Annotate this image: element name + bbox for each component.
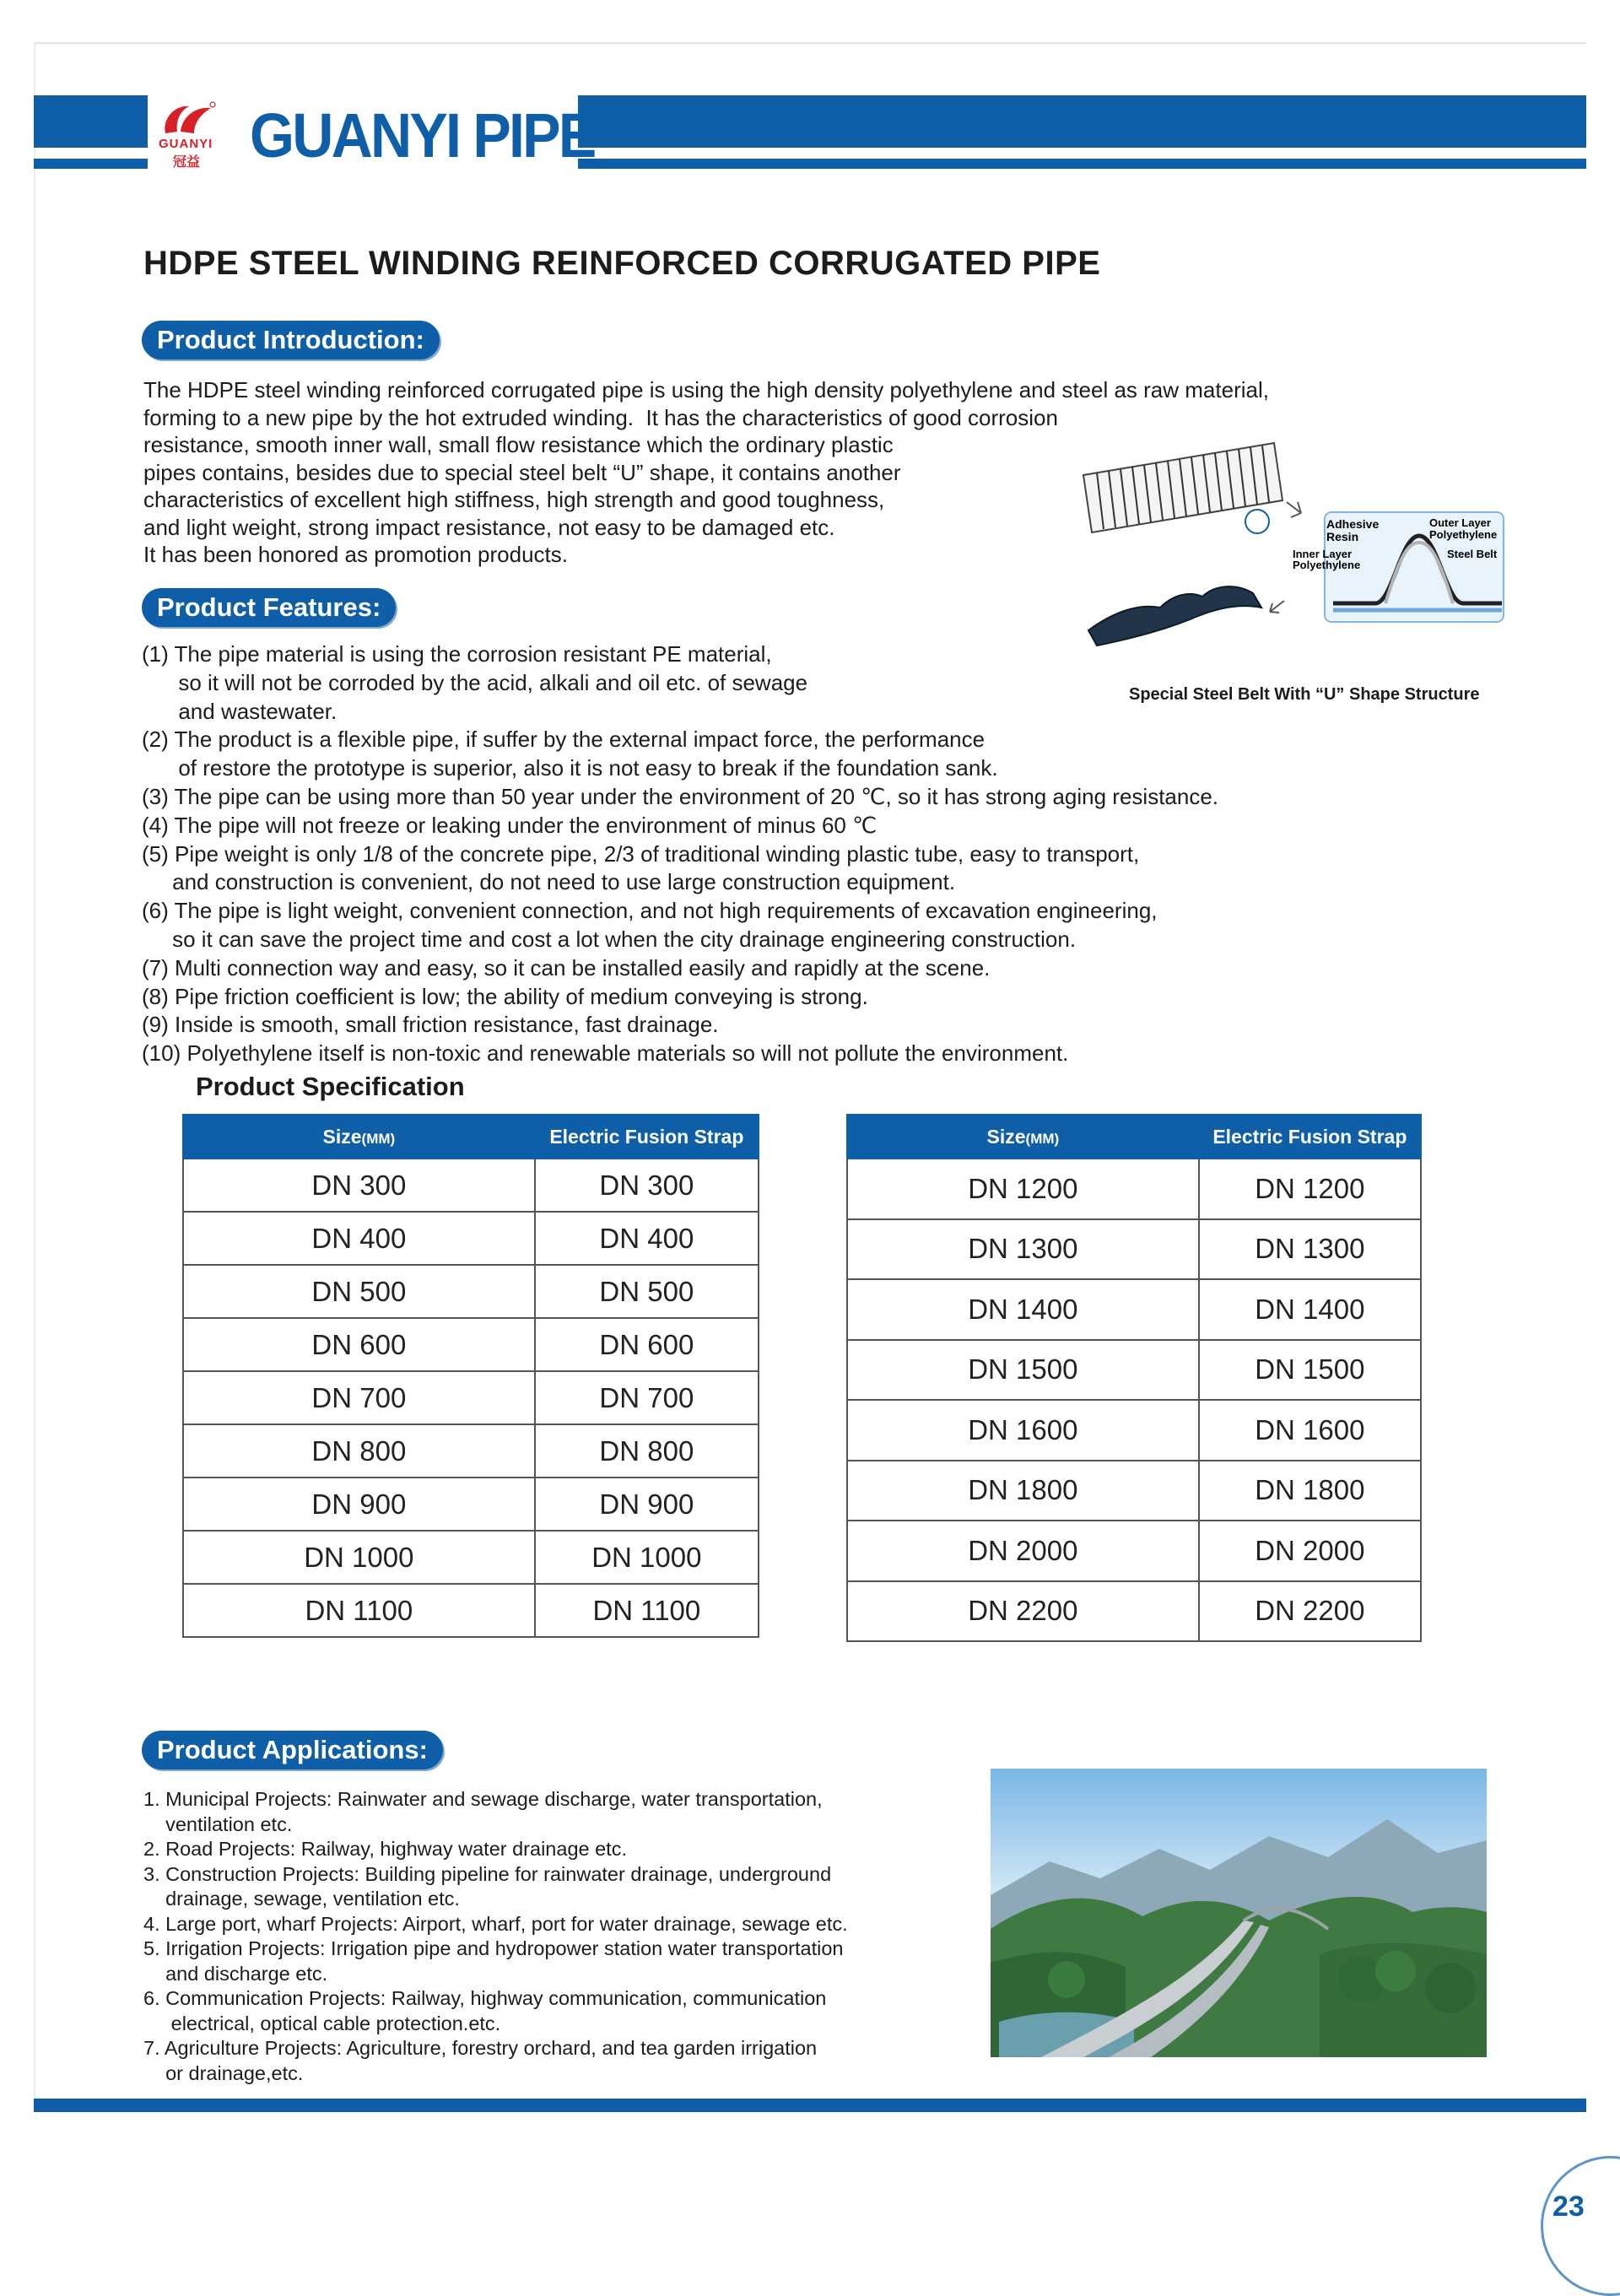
size-cell: DN 300 bbox=[183, 1159, 535, 1212]
feature-item: (6) The pipe is light weight, convenient connection, and not high requirements of excavation engineering, bbox=[142, 898, 1158, 924]
fusion-strap-cell: DN 400 bbox=[535, 1212, 759, 1265]
size-cell: DN 600 bbox=[183, 1318, 535, 1371]
feature-item: and wastewater. bbox=[142, 698, 338, 724]
arrow-back-icon bbox=[1270, 601, 1284, 613]
footer-band bbox=[34, 2099, 1586, 2112]
size-cell: DN 2200 bbox=[847, 1581, 1199, 1642]
fusion-strap-cell: DN 500 bbox=[535, 1265, 759, 1318]
steel-belt-icon bbox=[1088, 586, 1261, 646]
size-cell: DN 1300 bbox=[847, 1219, 1199, 1280]
table-row bbox=[847, 1279, 1421, 1340]
table-row bbox=[847, 1400, 1421, 1461]
logo-chinese-text: 冠益 bbox=[173, 155, 201, 170]
feature-item: and construction is convenient, do not need to use large construction equipment. bbox=[142, 869, 956, 895]
application-item: ventilation etc. bbox=[143, 1812, 293, 1835]
diagram-label-outer1: Outer Layer bbox=[1429, 516, 1491, 529]
size-cell: DN 800 bbox=[183, 1424, 535, 1478]
page-number-circle bbox=[1541, 2156, 1620, 2296]
fusion-strap-cell: DN 1800 bbox=[1199, 1461, 1421, 1521]
applications-list bbox=[143, 1787, 962, 2091]
feature-item: so it will not be corroded by the acid, alkali and oil etc. of sewage bbox=[142, 669, 808, 695]
size-cell: DN 1000 bbox=[183, 1531, 535, 1584]
size-cell: DN 1100 bbox=[183, 1584, 535, 1637]
size-cell: DN 1800 bbox=[847, 1461, 1199, 1521]
features-heading: Product Features: bbox=[142, 588, 396, 627]
size-cell: DN 2000 bbox=[847, 1521, 1199, 1581]
diagram-label-inner1: Inner Layer bbox=[1293, 548, 1353, 560]
fusion-strap-cell: DN 700 bbox=[535, 1371, 759, 1424]
application-item: 1. Municipal Projects: Rainwater and sewage discharge, water transportation, bbox=[143, 1788, 823, 1810]
spec-left-body bbox=[183, 1159, 759, 1637]
fusion-strap-cell: DN 1500 bbox=[1199, 1340, 1421, 1401]
table-row bbox=[183, 1584, 759, 1637]
fusion-strap-cell: DN 1600 bbox=[1199, 1400, 1421, 1461]
page-number: 23 bbox=[1552, 2191, 1585, 2223]
diagram-label-adhesive: Adhesive bbox=[1326, 517, 1380, 531]
feature-item: (9) Inside is smooth, small friction resistance, fast drainage. bbox=[142, 1012, 719, 1038]
page-title: HDPE STEEL WINDING REINFORCED CORRUGATED PIPE bbox=[143, 245, 1101, 282]
feature-item: of restore the prototype is superior, also it is not easy to break if the foundation sank. bbox=[142, 755, 998, 781]
application-item: or drainage,etc. bbox=[143, 2061, 304, 2084]
feature-item: (4) The pipe will not freeze or leaking under the environment of minus 60 ℃ bbox=[142, 812, 878, 838]
application-item: 4. Large port, wharf Projects: Airport, wharf, port for water drainage, sewage etc. bbox=[143, 1912, 848, 1935]
table-row bbox=[183, 1318, 759, 1371]
table-row bbox=[183, 1531, 759, 1584]
application-item: drainage, sewage, ventilation etc. bbox=[143, 1888, 460, 1910]
fusion-strap-cell: DN 1100 bbox=[535, 1584, 759, 1637]
table-row bbox=[183, 1159, 759, 1212]
arrow-icon bbox=[1287, 502, 1301, 517]
intro-line: and light weight, strong impact resistance, not easy to be damaged etc. bbox=[143, 514, 835, 540]
table-row bbox=[183, 1212, 759, 1265]
diagram-label-resin: Resin bbox=[1326, 530, 1359, 543]
spec-table-right bbox=[846, 1114, 1422, 1642]
size-cell: DN 1500 bbox=[847, 1340, 1199, 1401]
spec-heading: Product Specification bbox=[196, 1072, 465, 1101]
diagram-label-outer2: Polyethylene bbox=[1429, 528, 1498, 541]
logo-small-text: GUANYI bbox=[159, 137, 213, 151]
table-row bbox=[183, 1478, 759, 1531]
size-cell: DN 1400 bbox=[847, 1279, 1199, 1340]
table-row bbox=[847, 1521, 1421, 1581]
application-item: and discharge etc. bbox=[143, 1962, 328, 1985]
fusion-strap-cell: DN 1200 bbox=[1199, 1159, 1421, 1219]
top-rule bbox=[34, 42, 1586, 44]
size-cell: DN 700 bbox=[183, 1371, 535, 1424]
application-item: 7. Agriculture Projects: Agriculture, forestry orchard, and tea garden irrigation bbox=[143, 2037, 818, 2059]
intro-line: forming to a new pipe by the hot extruded winding. It has the characteristics of good corrosion bbox=[143, 404, 1058, 430]
intro-line: The HDPE steel winding reinforced corrugated pipe is using the high density polyethylene and steel as raw material, bbox=[143, 377, 1269, 402]
diagram-caption: Special Steel Belt With “U” Shape Structure bbox=[1129, 685, 1480, 704]
applications-heading: Product Applications: bbox=[142, 1731, 443, 1769]
size-cell: DN 400 bbox=[183, 1212, 535, 1265]
spec-left-header-strap: Electric Fusion Strap bbox=[535, 1115, 759, 1159]
intro-heading: Product Introduction: bbox=[142, 321, 440, 359]
feature-item: (1) The pipe material is using the corrosion resistant PE material, bbox=[142, 641, 772, 667]
table-row bbox=[847, 1461, 1421, 1521]
highway-landscape-image bbox=[991, 1769, 1487, 2057]
table-row bbox=[183, 1265, 759, 1318]
spec-right-header-strap: Electric Fusion Strap bbox=[1199, 1115, 1421, 1159]
size-cell: DN 1600 bbox=[847, 1400, 1199, 1461]
feature-item: (7) Multi connection way and easy, so it can be installed easily and rapidly at the scene. bbox=[142, 954, 991, 981]
fusion-strap-cell: DN 1400 bbox=[1199, 1279, 1421, 1340]
feature-item: so it can save the project time and cost a lot when the city drainage engineering construction. bbox=[142, 927, 1077, 952]
feature-item: (3) The pipe can be using more than 50 year under the environment of 20 ℃, so it has strong aging resistance. bbox=[142, 784, 1219, 809]
guanyi-logo-icon bbox=[160, 100, 218, 138]
feature-item: (5) Pipe weight is only 1/8 of the concrete pipe, 2/3 of traditional winding plastic tube, easy to transport, bbox=[142, 840, 1140, 867]
intro-line: characteristics of excellent high stiffness, high strength and good toughness, bbox=[143, 487, 885, 512]
fusion-strap-cell: DN 1300 bbox=[1199, 1219, 1421, 1280]
table-row bbox=[847, 1159, 1421, 1219]
size-cell: DN 1200 bbox=[847, 1159, 1199, 1219]
fusion-strap-cell: DN 2200 bbox=[1199, 1581, 1421, 1642]
application-item: 3. Construction Projects: Building pipeline for rainwater drainage, underground bbox=[143, 1862, 832, 1885]
corrugated-pipe-icon bbox=[1083, 443, 1282, 533]
fusion-strap-cell: DN 1000 bbox=[535, 1531, 759, 1584]
brand-name: GUANYI PIPE bbox=[250, 100, 595, 170]
spec-table-left bbox=[182, 1114, 759, 1638]
feature-item: (8) Pipe friction coefficient is low; the ability of medium conveying is strong. bbox=[142, 983, 868, 1009]
intro-line: pipes contains, besides due to special steel belt “U” shape, it contains another bbox=[143, 459, 901, 485]
fusion-strap-cell: DN 600 bbox=[535, 1318, 759, 1371]
feature-item: (10) Polyethylene itself is non-toxic and renewable materials so will not pollute the environment. bbox=[142, 1040, 1069, 1067]
fusion-strap-cell: DN 2000 bbox=[1199, 1521, 1421, 1581]
diagram-label-inner2: Polyethylene bbox=[1293, 559, 1361, 571]
spec-left-header-size: Size(MM) bbox=[183, 1115, 535, 1159]
table-row bbox=[847, 1219, 1421, 1280]
diagram-label-steel: Steel Belt bbox=[1447, 548, 1498, 560]
spec-right-header-size: Size(MM) bbox=[847, 1115, 1199, 1159]
size-cell: DN 500 bbox=[183, 1265, 535, 1318]
table-row bbox=[183, 1424, 759, 1478]
features-list bbox=[142, 640, 1458, 1079]
fusion-strap-cell: DN 300 bbox=[535, 1159, 759, 1212]
size-cell: DN 900 bbox=[183, 1478, 535, 1531]
application-item: 5. Irrigation Projects: Irrigation pipe and hydropower station water transportation bbox=[143, 1937, 844, 1959]
intro-line: It has been honored as promotion products. bbox=[143, 542, 568, 567]
feature-item: (2) The product is a flexible pipe, if suffer by the external impact force, the performance bbox=[142, 727, 986, 753]
table-row bbox=[183, 1371, 759, 1424]
application-item: 2. Road Projects: Railway, highway water drainage etc. bbox=[143, 1838, 627, 1860]
table-row bbox=[847, 1340, 1421, 1401]
table-row bbox=[847, 1581, 1421, 1642]
fusion-strap-cell: DN 800 bbox=[535, 1424, 759, 1478]
intro-line: resistance, smooth inner wall, small flow resistance which the ordinary plastic bbox=[143, 432, 894, 457]
application-item: 6. Communication Projects: Railway, highway communication, communication bbox=[143, 1987, 827, 2009]
fusion-strap-cell: DN 900 bbox=[535, 1478, 759, 1531]
spec-right-body bbox=[847, 1159, 1421, 1641]
u-shape-diagram bbox=[1080, 435, 1519, 662]
application-item: electrical, optical cable protection.etc. bbox=[143, 2012, 501, 2034]
left-rule bbox=[34, 42, 35, 2101]
